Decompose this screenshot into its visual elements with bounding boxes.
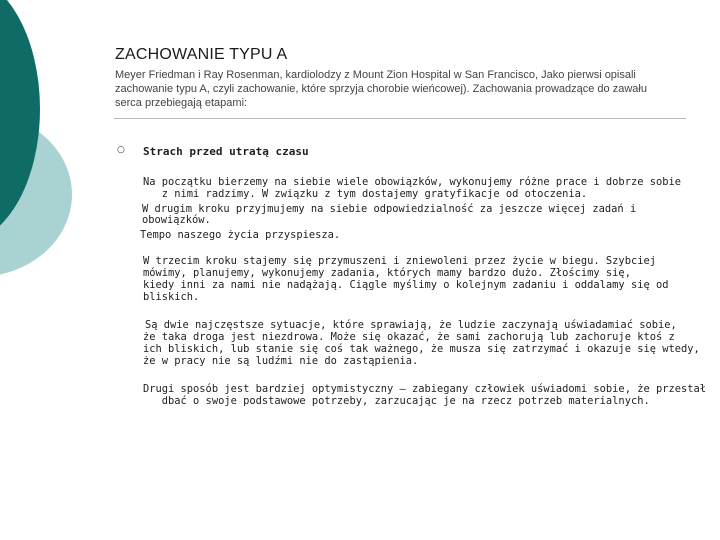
paragraph-line: z nimi radzimy. W związku z tym dostajemy gratyfikacje od otoczenia.	[143, 188, 588, 200]
paragraph-line: Drugi sposób jest bardziej optymistyczny – zabiegany człowiek uświadomi sobie, że przestał	[143, 383, 707, 395]
paragraph-line: bliskich.	[143, 291, 200, 303]
paragraph-line: Tempo naszego życia przyspiesza.	[140, 229, 341, 241]
paragraph-line: W drugim kroku przyjmujemy na siebie odpowiedzialność za jeszcze więcej zadań i	[142, 203, 637, 215]
paragraph-line: że taka droga jest niezdrowa. Może się okazać, że sami zachorują lub zachoruje ktoś z	[143, 331, 675, 343]
intro-text: Meyer Friedman i Ray Rosenman, kardiolodzy z Mount Zion Hospital w San Francisco, Jako pierwsi opisali zachowanie typu A, czyli zachowanie, które sprzyja chorobie wieńcowej). Zachowania prowadzące do zawału serca przebiegają etapami:	[115, 69, 647, 109]
bullet-heading: Strach przed utratą czasu	[143, 145, 309, 158]
circle-bullet-icon: ○	[117, 145, 125, 155]
paragraph-line: mówimy, planujemy, wykonujemy zadania, których mamy bardzo dużo. Złościmy się,	[143, 267, 631, 279]
paragraph-line: kiedy inni za nami nie nadążają. Ciągle myślimy o kolejnym zadaniu i oddalamy się od	[143, 279, 669, 291]
paragraph-line: Na początku bierzemy na siebie wiele obowiązków, wykonujemy różne prace i dobrze sobie	[143, 176, 681, 188]
paragraph-line: dbać o swoje podstawowe potrzeby, zarzucając je na rzecz potrzeb materialnych.	[143, 395, 650, 407]
paragraph-line: że w pracy nie są ludźmi nie do zastąpienia.	[143, 355, 419, 367]
slide-title: ZACHOWANIE TYPU A	[115, 46, 288, 63]
paragraph-line: W trzecim kroku stajemy się przymuszeni i zniewoleni przez życie w biegu. Szybciej	[143, 255, 656, 267]
paragraph-line: obowiązków.	[142, 214, 211, 226]
paragraph-line: ich bliskich, lub stanie się coś tak ważnego, że musza się zatrzymać i okazuje się wtedy,	[143, 343, 700, 355]
paragraph-line: Są dwie najczęstsze sytuacje, które sprawiają, że ludzie zaczynają uświadamiać sobie,	[145, 319, 677, 331]
